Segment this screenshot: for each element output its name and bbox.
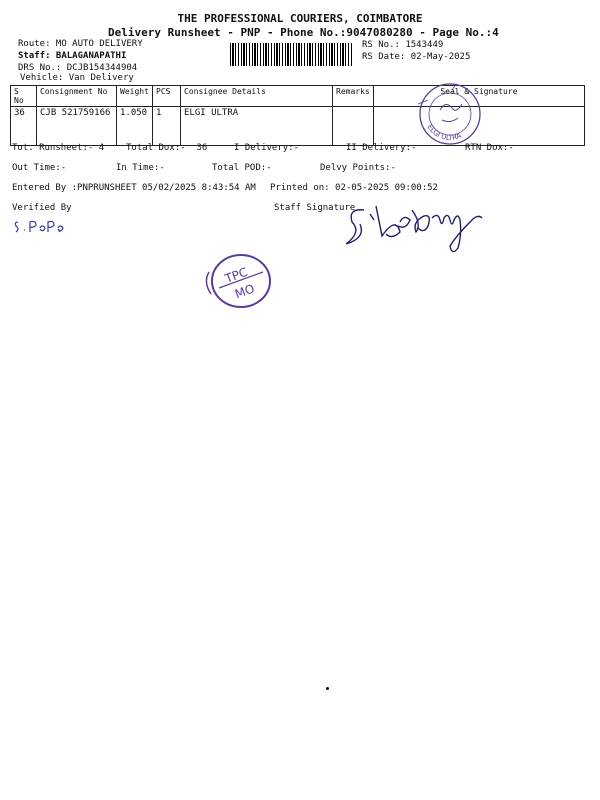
consignee-stamp-text: ELGI ULTRA	[425, 123, 463, 143]
total-dox: Total Dox:- 36	[126, 143, 208, 153]
tpc-stamp-bottom: MO	[232, 281, 257, 302]
col-remarks-header: Remarks	[333, 86, 374, 107]
col-weight-header: Weight	[117, 86, 153, 107]
rs-date: RS Date: 02-May-2025	[362, 52, 471, 62]
table-row	[11, 107, 585, 146]
col-sno-header: S No	[11, 86, 37, 107]
svg-text:ELGI ULTRA	[425, 123, 462, 142]
runsheet-table	[10, 85, 585, 146]
col-consignee-header: Consignee Details	[181, 86, 333, 107]
in-time: In Time:-	[116, 163, 165, 173]
entered-by: Entered By :PNPRUNSHEET 05/02/2025 8:43:54 AM	[12, 183, 256, 193]
cell-consignee: ELGI ULTRA	[181, 107, 333, 146]
col-seal-header: Seal & Signature	[373, 86, 584, 107]
col-consignment-header: Consignment No	[37, 86, 117, 107]
table-header-row	[11, 86, 585, 107]
rs-number: RS No.: 1543449	[362, 40, 444, 50]
out-time: Out Time:-	[12, 163, 67, 173]
document-title: THE PROFESSIONAL COURIERS, COIMBATORE	[177, 12, 423, 25]
route-label: Route: MO AUTO DELIVERY	[18, 39, 143, 49]
verifier-signature	[12, 214, 72, 236]
barcode	[230, 43, 352, 66]
ii-delivery: II Delivery:-	[346, 143, 417, 153]
total-pod: Total POD:-	[212, 163, 272, 173]
cell-consignment: CJB 521759166	[37, 107, 117, 146]
vehicle-label: Vehicle: Van Delivery	[20, 73, 134, 83]
drs-number: DRS No.: DCJB154344904	[18, 63, 138, 73]
runsheet-subtitle: Delivery Runsheet - PNP - Phone No.:9047080280 - Page No.:4	[108, 26, 499, 39]
verified-by-label: Verified By	[12, 203, 72, 213]
cell-remarks	[333, 107, 374, 146]
tpc-stamp-top: TPC	[223, 264, 250, 286]
i-delivery: I Delivery:-	[234, 143, 300, 153]
cell-pcs: 1	[153, 107, 181, 146]
consignee-stamp	[412, 80, 482, 148]
delvy-points: Delvy Points:-	[320, 163, 396, 173]
tpc-stamp	[201, 252, 273, 310]
cell-sno: 36	[11, 107, 37, 146]
tot-runsheet: Tot. Runsheet:- 4	[12, 143, 105, 153]
staff-signature	[346, 196, 491, 258]
staff-signature-label: Staff Signature	[274, 203, 356, 213]
speck	[326, 687, 329, 690]
staff-label: Staff: BALAGANAPATHI	[18, 51, 127, 61]
cell-weight: 1.050	[117, 107, 153, 146]
col-pcs-header: PCS	[153, 86, 181, 107]
rtn-dox: RTN Dox:-	[465, 143, 514, 153]
printed-on: Printed on: 02-05-2025 09:00:52	[270, 183, 438, 193]
